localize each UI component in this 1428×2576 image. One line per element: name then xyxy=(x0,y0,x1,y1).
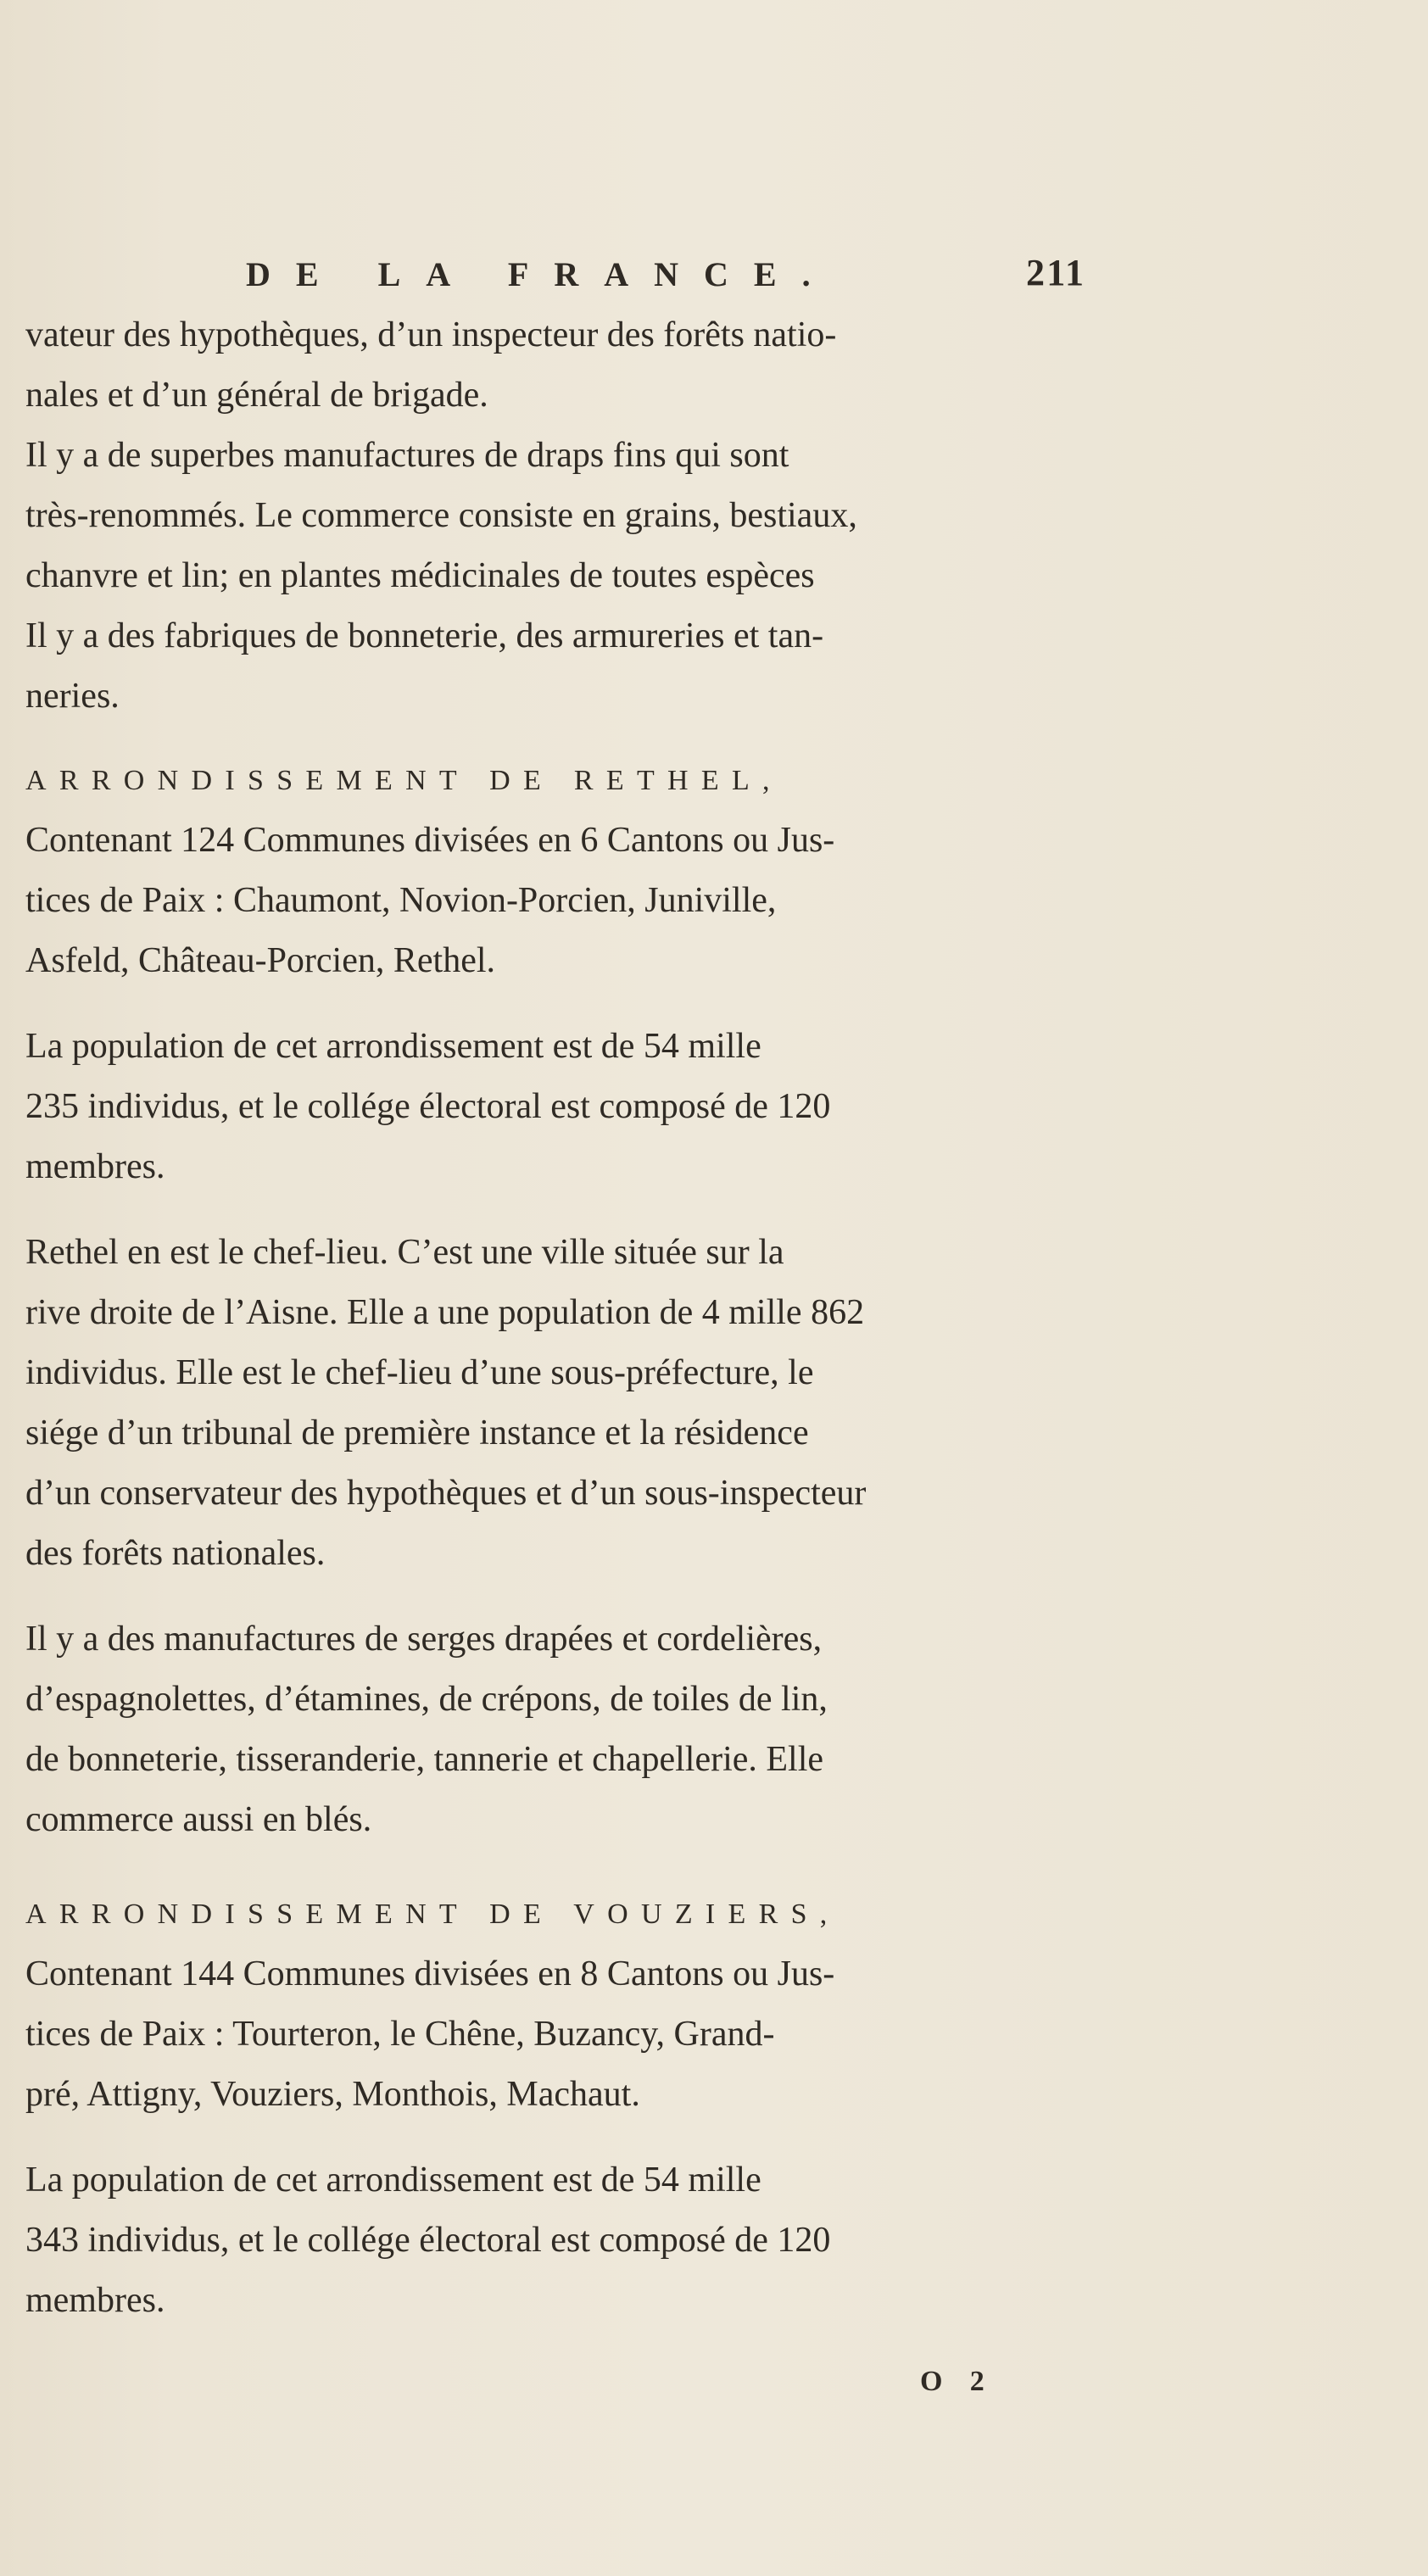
section-title-vouziers: ARRONDISSEMENT DE VOUZIERS, xyxy=(25,1899,840,1930)
section-title-rethel: ARRONDISSEMENT DE RETHEL, xyxy=(25,765,783,796)
body-line-24: Contenant 144 Communes divisées en 8 Cantons ou Jus- xyxy=(25,1954,835,1993)
body-line-2: nales et d’un général de brigade. xyxy=(25,376,488,415)
body-line-17: siége d’un tribunal de première instance et la résidence xyxy=(25,1413,809,1452)
body-line-21: d’espagnolettes, d’étamines, de crépons, de toiles de lin, xyxy=(25,1680,828,1719)
body-line-16: individus. Elle est le chef-lieu d’une sous-préfecture, le xyxy=(25,1353,814,1392)
body-line-1: vateur des hypothèques, d’un inspecteur des forêts natio- xyxy=(25,315,837,354)
body-line-27: La population de cet arrondissement est de 54 mille xyxy=(25,2161,761,2200)
body-line-14: Rethel en est le chef-lieu. C’est une ville située sur la xyxy=(25,1233,784,1272)
body-line-5: chanvre et lin; en plantes médicinales de toutes espèces xyxy=(25,556,815,595)
body-line-7: neries. xyxy=(25,677,120,716)
body-line-22: de bonneterie, tisseranderie, tannerie et chapellerie. Elle xyxy=(25,1740,824,1779)
body-line-29: membres. xyxy=(25,2281,165,2320)
body-line-8: Contenant 124 Communes divisées en 6 Cantons ou Jus- xyxy=(25,821,835,860)
body-line-4: très-renommés. Le commerce consiste en grains, bestiaux, xyxy=(25,496,857,535)
body-line-12: 235 individus, et le collége électoral est composé de 120 xyxy=(25,1087,831,1126)
body-line-13: membres. xyxy=(25,1147,165,1186)
body-line-20: Il y a des manufactures de serges drapées et cordelières, xyxy=(25,1620,823,1659)
signature-mark: O 2 xyxy=(920,2366,995,2397)
page-number: 211 xyxy=(1026,252,1086,293)
body-line-10: Asfeld, Château-Porcien, Rethel. xyxy=(25,941,495,980)
body-line-9: tices de Paix : Chaumont, Novion-Porcien, Juniville, xyxy=(25,881,777,920)
body-line-26: pré, Attigny, Vouziers, Monthois, Machaut. xyxy=(25,2075,640,2114)
body-line-19: des forêts nationales. xyxy=(25,1534,326,1573)
body-line-25: tices de Paix : Tourteron, le Chêne, Buzancy, Grand- xyxy=(25,2015,775,2054)
body-line-23: commerce aussi en blés. xyxy=(25,1800,372,1839)
running-header: DE LA FRANCE. xyxy=(246,255,836,293)
page-body xyxy=(25,305,1145,2331)
body-line-28: 343 individus, et le collége électoral est composé de 120 xyxy=(25,2221,831,2260)
body-line-6: Il y a des fabriques de bonneterie, des armureries et tan- xyxy=(25,616,824,655)
body-line-11: La population de cet arrondissement est de 54 mille xyxy=(25,1027,761,1066)
body-line-15: rive droite de l’Aisne. Elle a une population de 4 mille 862 xyxy=(25,1293,865,1332)
body-line-3: Il y a de superbes manufactures de draps fins qui sont xyxy=(25,436,789,475)
body-line-18: d’un conservateur des hypothèques et d’un sous-inspecteur xyxy=(25,1474,867,1513)
